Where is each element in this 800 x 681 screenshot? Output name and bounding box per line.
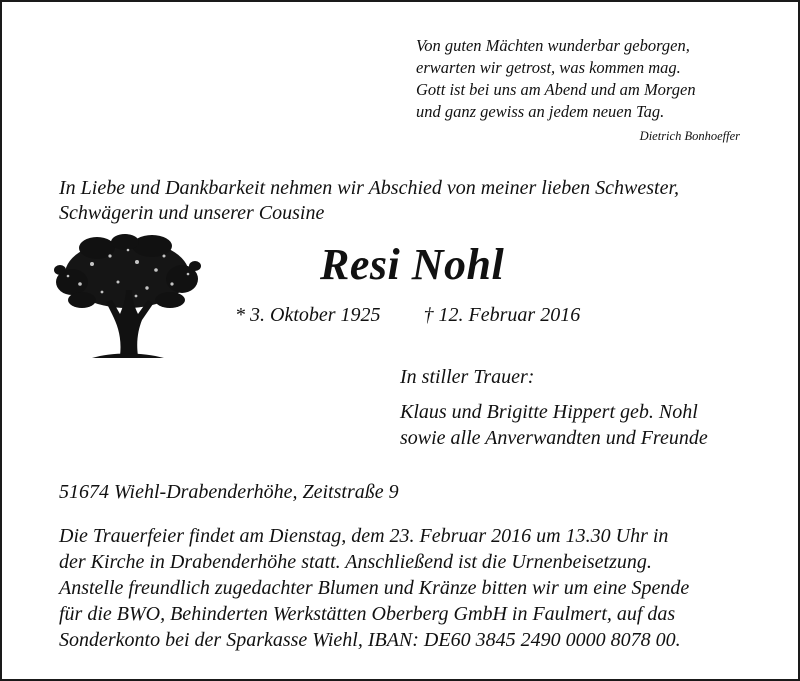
poem-line: erwarten wir getrost, was kommen mag.	[416, 58, 681, 77]
life-dates	[235, 302, 580, 328]
tree-icon	[52, 234, 202, 362]
mourning-heading: In stiller Trauer:	[400, 366, 535, 388]
family-address: 51674 Wiehl-Drabenderhöhe, Zeitstraße 9	[59, 481, 399, 503]
spacer	[400, 390, 708, 399]
mourner-line: Klaus und Brigitte Hippert geb. Nohl	[400, 401, 698, 423]
death-date: † 12. Februar 2016	[423, 304, 581, 326]
mourner-line: sowie alle Anverwandten und Freunde	[400, 427, 708, 449]
ceremony-line: Die Trauerfeier findet am Dienstag, dem 23. Februar 2016 um 13.30 Uhr in	[59, 525, 669, 547]
ceremony-line: der Kirche in Drabenderhöhe statt. Anschließend ist die Urnenbeisetzung.	[59, 551, 652, 573]
mourners-block	[400, 364, 708, 451]
deceased-name: Resi Nohl	[320, 240, 505, 289]
donation-request	[59, 575, 779, 653]
bonhoeffer-poem	[416, 35, 746, 144]
funeral-ceremony-info	[59, 523, 779, 575]
donation-line: Anstelle freundlich zugedachter Blumen und Kränze bitten wir um eine Spende	[59, 577, 690, 599]
poem-author: Dietrich Bonhoeffer	[639, 129, 740, 143]
poem-line: und ganz gewiss an jedem neuen Tag.	[416, 102, 665, 121]
intro-line: In Liebe und Dankbarkeit nehmen wir Abschied von meiner lieben Schwester,	[59, 177, 680, 199]
poem-line: Gott ist bei uns am Abend und am Morgen	[416, 80, 696, 99]
donation-line: Sonderkonto bei der Sparkasse Wiehl, IBAN: DE60 3845 2490 0000 8078 00.	[59, 629, 681, 651]
birth-date: * 3. Oktober 1925	[235, 304, 381, 326]
intro-line: Schwägerin und unserer Cousine	[59, 202, 325, 224]
farewell-intro	[59, 176, 759, 226]
poem-line: Von guten Mächten wunderbar geborgen,	[416, 36, 690, 55]
donation-line: für die BWO, Behinderten Werkstätten Oberberg GmbH in Faulmert, auf das	[59, 603, 676, 625]
